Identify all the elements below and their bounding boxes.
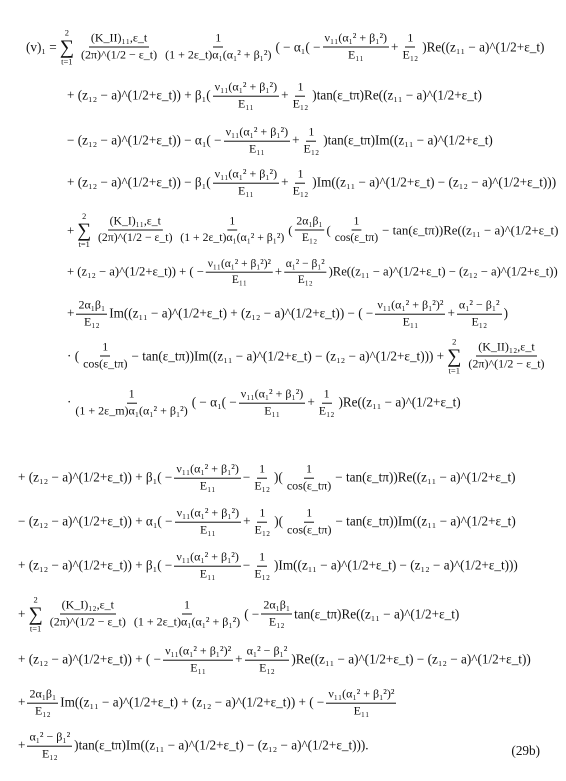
fraction (175, 507, 242, 538)
equation-line (67, 388, 461, 419)
fraction (206, 257, 273, 286)
fraction (302, 126, 322, 157)
fraction-denominator: E₁₁ (190, 660, 206, 675)
fraction-numerator: ν₁₁(α₁² + β₁²) (175, 507, 242, 523)
fraction-denominator: E₁₂ (471, 314, 488, 329)
fraction (253, 507, 273, 538)
fraction-denominator: (1 + 2ε_m)α₁(α₁² + β₁²) (75, 403, 188, 418)
fraction-numerator: ν₁₁(α₁² + β₁²) (174, 463, 241, 479)
fraction (79, 32, 159, 63)
fraction-numerator: 1 (182, 599, 192, 615)
fraction (323, 32, 390, 63)
math-text: + (z₁₂ − a)^(1/2+ε_t)) + β₁( − (18, 470, 173, 485)
math-text: )tan(ε_tπ)Re((z₁₁ − a)^(1/2+ε_t) (312, 88, 482, 103)
fraction (294, 215, 324, 245)
math-text: + (243, 514, 251, 529)
fraction-denominator: E₁₂ (34, 703, 51, 718)
math-text: )Re((z₁₁ − a)^(1/2+ε_t) − (z₁₂ − a)^(1/2+ε_t)) (291, 652, 531, 667)
math-text: + (274, 264, 282, 279)
summation-sigma: ∑ (77, 219, 92, 241)
math-text: )Im((z₁₁ − a)^(1/2+ε_t) − (z₁₂ − a)^(1/2+ε_t))) (312, 175, 557, 190)
fraction-numerator: α₁² − β₁² (457, 299, 502, 315)
equation-line (18, 551, 518, 582)
fraction-denominator: E₁₁ (248, 141, 265, 156)
fraction (178, 215, 286, 245)
fraction (213, 81, 280, 112)
equation-number: (29b) (511, 743, 540, 758)
math-text: + (z₁₂ − a)^(1/2+ε_t)) + ( − (67, 264, 204, 279)
fraction (457, 299, 502, 330)
math-text: + (z₁₂ − a)^(1/2+ε_t)) − β₁( (67, 175, 211, 190)
math-text: + (292, 133, 300, 148)
math-text: + (307, 395, 315, 410)
fraction-numerator: (K_I)₁₂,ε_t (60, 599, 116, 615)
fraction-denominator: E₁₂ (303, 141, 320, 156)
fraction (400, 32, 420, 63)
summation-upper-limit: 2 (33, 594, 38, 605)
fraction-denominator: cos(ε_tπ) (287, 522, 332, 537)
math-text: + (447, 306, 455, 321)
fraction (163, 32, 273, 63)
fraction-numerator: ν₁₁(α₁² + β₁²) (213, 168, 280, 184)
fraction (285, 507, 333, 538)
fraction-numerator: 1 (127, 388, 137, 404)
fraction-numerator: ν₁₁(α₁² + β₁²)² (375, 299, 445, 315)
fraction-denominator: (2π)^(1/2 − ε_t) (98, 230, 173, 245)
fraction (213, 168, 280, 199)
fraction-denominator: cos(ε_tπ) (83, 356, 128, 371)
fraction (285, 463, 333, 494)
fraction (48, 599, 128, 630)
equation-line (67, 257, 558, 286)
fraction-denominator: (1 + 2ε_t)α₁(α₁² + β₁²) (133, 614, 241, 629)
math-text: )Re((z₁₁ − a)^(1/2+ε_t) (422, 39, 545, 54)
fraction-denominator: cos(ε_tπ) (286, 478, 332, 493)
fraction-numerator: 1 (257, 551, 267, 567)
fraction (27, 688, 58, 719)
fraction-denominator: E₁₂ (254, 478, 271, 493)
fraction-numerator: ν₁₁(α₁² + β₁²) (323, 32, 390, 48)
fraction (291, 168, 311, 199)
fraction-denominator: E₁₁ (238, 183, 254, 198)
math-text: + (z₁₂ − a)^(1/2+ε_t)) + β₁( (67, 88, 211, 103)
fraction-denominator: E₁₁ (231, 272, 247, 286)
math-text: − (z₁₂ − a)^(1/2+ε_t)) − α₁( − (67, 133, 222, 148)
fraction (132, 599, 242, 630)
math-text: tan(ε_tπ)Re((z₁₁ − a)^(1/2+ε_t) (294, 606, 460, 621)
fraction (466, 341, 546, 372)
summation (447, 338, 461, 375)
equation-line (18, 463, 516, 494)
math-text: )Re((z₁₁ − a)^(1/2+ε_t) (338, 395, 461, 410)
summation-upper-limit: 2 (64, 27, 69, 38)
math-text: + (z₁₂ − a)^(1/2+ε_t)) + ( − (18, 652, 162, 667)
fraction (333, 215, 380, 245)
fraction (174, 463, 241, 494)
fraction-numerator: 2α₁β₁ (76, 299, 107, 315)
math-text: + (67, 306, 75, 321)
fraction (73, 388, 189, 419)
fraction-numerator: ν₁₁(α₁² + β₁²) (239, 388, 306, 404)
math-text: (v)₁ = (26, 39, 57, 54)
summation-lower-limit: t=1 (61, 56, 73, 66)
fraction-denominator: E₁₁ (199, 478, 216, 493)
fraction-numerator: 1 (405, 32, 415, 48)
equation-line (18, 731, 369, 762)
fraction (27, 731, 72, 762)
summation (60, 29, 74, 66)
fraction-numerator: (K_II)₁₂,ε_t (476, 341, 536, 357)
fraction (224, 126, 291, 157)
fraction-denominator: E₁₁ (199, 522, 216, 537)
fraction-numerator: ν₁₁(α₁² + β₁²) (213, 81, 280, 97)
fraction (284, 257, 327, 286)
fraction-numerator: (K_I)₁₁,ε_t (108, 215, 163, 230)
math-text: − (242, 470, 251, 485)
summation-lower-limit: t=1 (29, 623, 42, 633)
fraction-numerator: 1 (304, 507, 314, 523)
fraction-numerator: α₁² − β₁² (27, 731, 72, 747)
fraction-numerator: 1 (227, 215, 237, 230)
fraction (375, 299, 445, 330)
summation-lower-limit: t=1 (78, 238, 90, 249)
fraction (291, 81, 311, 112)
math-text: + (18, 738, 26, 753)
fraction-numerator: 1 (322, 388, 332, 404)
math-text: + (391, 39, 399, 54)
fraction (96, 215, 174, 245)
fraction-denominator: cos(ε_tπ) (334, 230, 379, 245)
fraction-numerator: (K_II)₁₁,ε_t (89, 32, 149, 48)
fraction-denominator: E₁₂ (318, 403, 335, 418)
equation-line (67, 299, 508, 330)
fraction-denominator: E₁₁ (347, 47, 364, 62)
fraction-denominator: E₁₂ (254, 522, 271, 537)
math-text: · ( (67, 348, 80, 363)
fraction-numerator: 1 (295, 168, 305, 184)
fraction-denominator: (2π)^(1/2 − ε_t) (468, 356, 545, 371)
equation-line (67, 126, 493, 157)
fraction-numerator: 2α₁β₁ (294, 215, 324, 230)
fraction (261, 599, 292, 630)
fraction-denominator: (2π)^(1/2 − ε_t) (80, 47, 158, 62)
math-text: )( (274, 470, 283, 485)
fraction-numerator: 1 (213, 32, 223, 48)
math-text: ( − α₁( − (191, 395, 237, 410)
math-text: )Im((z₁₁ − a)^(1/2+ε_t) − (z₁₂ − a)^(1/2+ε_t))) (274, 558, 518, 573)
math-text: + (235, 652, 243, 667)
summation-upper-limit: 2 (82, 210, 87, 221)
equation-line (67, 81, 482, 112)
math-text: Im((z₁₁ − a)^(1/2+ε_t) + (z₁₂ − a)^(1/2+ε_t)) − ( − (109, 306, 374, 321)
summation (77, 212, 91, 248)
fraction-denominator: (1 + 2ε_t)α₁(α₁² + β₁²) (165, 47, 272, 62)
equation-line (18, 596, 459, 633)
fraction-numerator: 1 (306, 126, 316, 142)
equation-line (67, 338, 549, 375)
math-text: ) (503, 306, 509, 321)
fraction-denominator: E₁₁ (238, 96, 254, 111)
math-text: Im((z₁₁ − a)^(1/2+ε_t) + (z₁₂ − a)^(1/2+ε_t)) + ( − (60, 695, 325, 710)
fraction-denominator: E₁₂ (83, 314, 100, 329)
fraction-denominator: E₁₁ (353, 703, 370, 718)
fraction-denominator: E₁₂ (292, 183, 309, 198)
equation-line (67, 168, 556, 199)
math-text: ( − α₁( − (275, 39, 321, 54)
math-text: − tan(ε_tπ))Re((z₁₁ − a)^(1/2+ε_t) (335, 470, 516, 485)
fraction (245, 645, 290, 676)
fraction-numerator: ν₁₁(α₁² + β₁²) (174, 551, 241, 567)
summation-sigma: ∑ (447, 345, 462, 367)
fraction-denominator: (2π)^(1/2 − ε_t) (49, 614, 126, 629)
fraction (81, 341, 129, 372)
fraction-numerator: 1 (352, 215, 362, 230)
fraction (239, 388, 306, 419)
fraction (174, 551, 241, 582)
fraction-numerator: 1 (100, 341, 110, 357)
fraction-denominator: E₁₂ (41, 746, 58, 761)
math-text: + (281, 175, 289, 190)
math-text: − tan(ε_tπ))Im((z₁₁ − a)^(1/2+ε_t) − (z₁₂ − a)^(1/2+ε_t))) + (131, 348, 445, 363)
fraction-denominator: (1 + 2ε_t)α₁(α₁² + β₁²) (180, 230, 285, 245)
summation-sigma: ∑ (28, 603, 43, 625)
equation-line (18, 507, 516, 538)
fraction-denominator: E₁₂ (297, 272, 313, 286)
fraction-numerator: 2α₁β₁ (27, 688, 58, 704)
math-text: − tan(ε_tπ))Im((z₁₁ − a)^(1/2+ε_t) (335, 514, 516, 529)
math-text: )tan(ε_tπ)Im((z₁₁ − a)^(1/2+ε_t) − (z₁₂ − a)^(1/2+ε_t))). (74, 738, 369, 753)
equation-line (18, 645, 531, 676)
summation-sigma: ∑ (59, 36, 74, 58)
math-text: )tan(ε_tπ)Im((z₁₁ − a)^(1/2+ε_t) (323, 133, 493, 148)
fraction-denominator: E₁₁ (264, 403, 280, 418)
fraction-numerator: ν₁₁(α₁² + β₁²) (224, 126, 291, 142)
math-text: − (z₁₂ − a)^(1/2+ε_t)) + α₁( − (18, 514, 173, 529)
summation (28, 596, 42, 633)
math-text: + (281, 88, 289, 103)
math-text: + (67, 222, 75, 237)
fraction-denominator: E₁₂ (292, 96, 309, 111)
math-text: ( (326, 222, 331, 237)
math-text: − tan(ε_tπ))Re((z₁₁ − a)^(1/2+ε_t) (382, 222, 559, 237)
fraction-numerator: 1 (304, 463, 314, 479)
fraction (252, 463, 272, 494)
summation-upper-limit: 2 (452, 336, 457, 347)
equation-line (18, 688, 398, 719)
fraction-numerator: 1 (257, 463, 267, 479)
fraction-numerator: ν₁₁(α₁² + β₁²)² (326, 688, 396, 704)
fraction-numerator: 1 (295, 81, 305, 97)
fraction (76, 299, 107, 330)
math-text: − (242, 558, 251, 573)
summation-lower-limit: t=1 (448, 365, 460, 375)
fraction-denominator: E₁₁ (199, 566, 216, 581)
math-text: · (67, 395, 72, 410)
math-text: )( (274, 514, 284, 529)
fraction-numerator: 1 (257, 507, 267, 523)
fraction (163, 645, 233, 676)
fraction-numerator: α₁² − β₁² (284, 257, 327, 272)
fraction-numerator: ν₁₁(α₁² + β₁²)² (206, 257, 273, 272)
equation-line (26, 29, 544, 66)
fraction-denominator: E₁₂ (268, 614, 285, 629)
fraction (252, 551, 272, 582)
fraction-denominator: E₁₁ (402, 314, 419, 329)
fraction (326, 688, 396, 719)
equation-line (67, 212, 558, 248)
math-text: ( (288, 222, 293, 237)
math-text: ( − (244, 606, 260, 621)
math-text: )Re((z₁₁ − a)^(1/2+ε_t) − (z₁₂ − a)^(1/2+ε_t)) (328, 264, 558, 279)
fraction-numerator: α₁² − β₁² (245, 645, 290, 661)
math-text: + (z₁₂ − a)^(1/2+ε_t)) + β₁( − (18, 558, 173, 573)
fraction-denominator: E₁₂ (254, 566, 271, 581)
fraction-numerator: ν₁₁(α₁² + β₁²)² (163, 645, 233, 661)
fraction-denominator: E₁₂ (402, 47, 419, 62)
fraction-denominator: E₁₂ (259, 660, 275, 675)
fraction (317, 388, 337, 419)
math-text: + (18, 606, 26, 621)
math-text: + (18, 695, 26, 710)
fraction-numerator: 2α₁β₁ (261, 599, 292, 615)
fraction-denominator: E₁₂ (301, 230, 318, 245)
